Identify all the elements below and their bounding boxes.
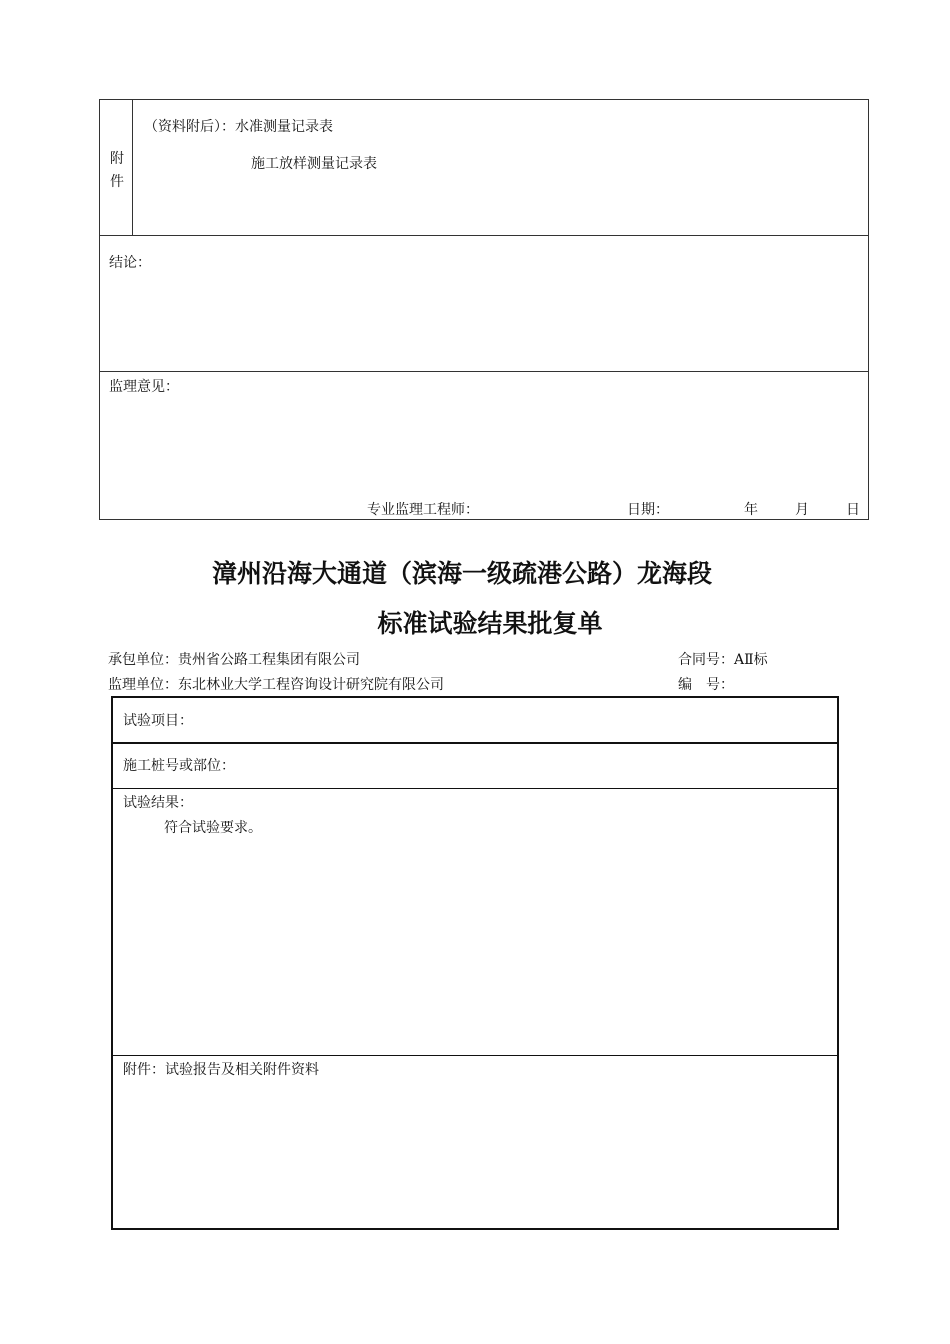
attachment-line-1: （资料附后）：水准测量记录表 [144, 119, 333, 135]
test-item-label: 试验项目： [123, 713, 193, 729]
year-label: 年 [744, 502, 758, 518]
serial-number-label: 编 号： [678, 677, 734, 693]
contractor-label: 承包单位：贵州省公路工程集团有限公司 [108, 652, 360, 668]
test-result-label: 试验结果： [123, 795, 193, 811]
day-label: 日 [846, 502, 860, 518]
form-attachments-label: 附件：试验报告及相关附件资料 [123, 1062, 319, 1078]
form-attachments-row [113, 1056, 837, 1228]
document-title: 漳州沿海大通道（滨海一级疏港公路）龙海段 [211, 559, 712, 588]
test-item-row [113, 698, 837, 744]
conclusion-row [100, 236, 868, 372]
engineer-signature-label: 专业监理工程师： [367, 502, 479, 518]
test-result-row [113, 789, 837, 1056]
attachment-label-cell [100, 100, 133, 235]
attachment-conclusion-table [99, 99, 869, 520]
supervision-label: 监理意见： [109, 379, 179, 395]
attachment-row [100, 100, 868, 236]
contract-number-label: 合同号：AⅡ标 [678, 652, 768, 668]
date-label: 日期： [627, 502, 669, 518]
conclusion-label: 结论： [109, 255, 151, 271]
station-label: 施工桩号或部位： [123, 758, 235, 774]
month-label: 月 [795, 502, 809, 518]
test-approval-form [111, 696, 839, 1230]
attachment-line-2: 施工放样测量记录表 [251, 156, 377, 172]
test-result-value: 符合试验要求。 [164, 820, 262, 836]
station-row [113, 744, 837, 789]
document-subtitle: 标准试验结果批复单 [377, 609, 603, 638]
supervisor-label: 监理单位：东北林业大学工程咨询设计研究院有限公司 [108, 677, 444, 693]
supervision-row [100, 372, 868, 519]
attachment-label: 附件 [110, 151, 124, 190]
